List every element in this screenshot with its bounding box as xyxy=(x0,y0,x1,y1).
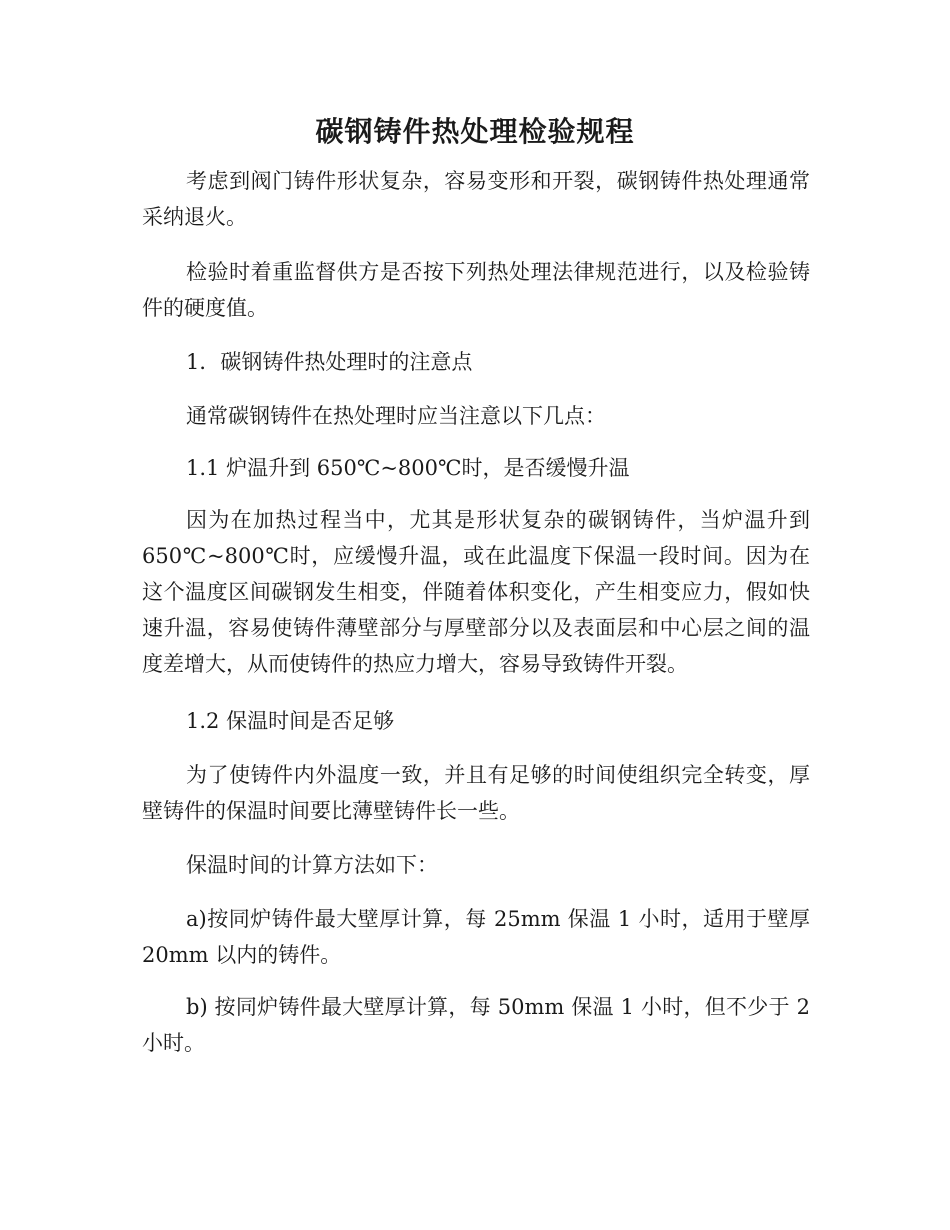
paragraph-method-intro: 保温时间的计算方法如下： xyxy=(186,853,438,877)
paragraph-heating: 因为在加热过程当中，尤其是形状复杂的碳钢铸件，当炉温升到 650℃~800℃时，应缓慢升温，或在此温度下保温一段时间。因为在这个温度区间碳钢发生相变，伴随着体积变化，产生相变应力，假如快速升温，容易使铸件薄壁部分与厚壁部分以及表面层和中心层之间的温度差增大，从而使铸件的热应力增大，容易导致铸件开裂。 xyxy=(142,508,810,676)
subsection-heading-1-2: 1.2 保温时间是否足够 xyxy=(186,709,395,733)
paragraph-intro: 考虑到阀门铸件形状复杂，容易变形和开裂，碳钢铸件热处理通常采纳退火。 xyxy=(142,169,810,229)
subsection-heading-1-1: 1.1 炉温升到 650℃~800℃时，是否缓慢升温 xyxy=(186,456,630,480)
list-item-b: b) 按同炉铸件最大壁厚计算，每 50mm 保温 1 小时，但不少于 2 小时。 xyxy=(142,995,810,1055)
paragraph-holding: 为了使铸件内外温度一致，并且有足够的时间使组织完全转变，厚壁铸件的保温时间要比薄壁铸件长一些。 xyxy=(142,763,810,823)
document-title: 碳钢铸件热处理检验规程 xyxy=(315,115,635,148)
paragraph-notes-intro: 通常碳钢铸件在热处理时应当注意以下几点： xyxy=(186,404,606,428)
list-item-a: a)按同炉铸件最大壁厚计算，每 25mm 保温 1 小时，适用于壁厚 20mm 以内的铸件。 xyxy=(142,907,810,967)
section-heading-1: 1．碳钢铸件热处理时的注意点 xyxy=(186,350,473,374)
paragraph-inspection: 检验时着重监督供方是否按下列热处理法律规范进行，以及检验铸件的硬度值。 xyxy=(142,260,810,320)
